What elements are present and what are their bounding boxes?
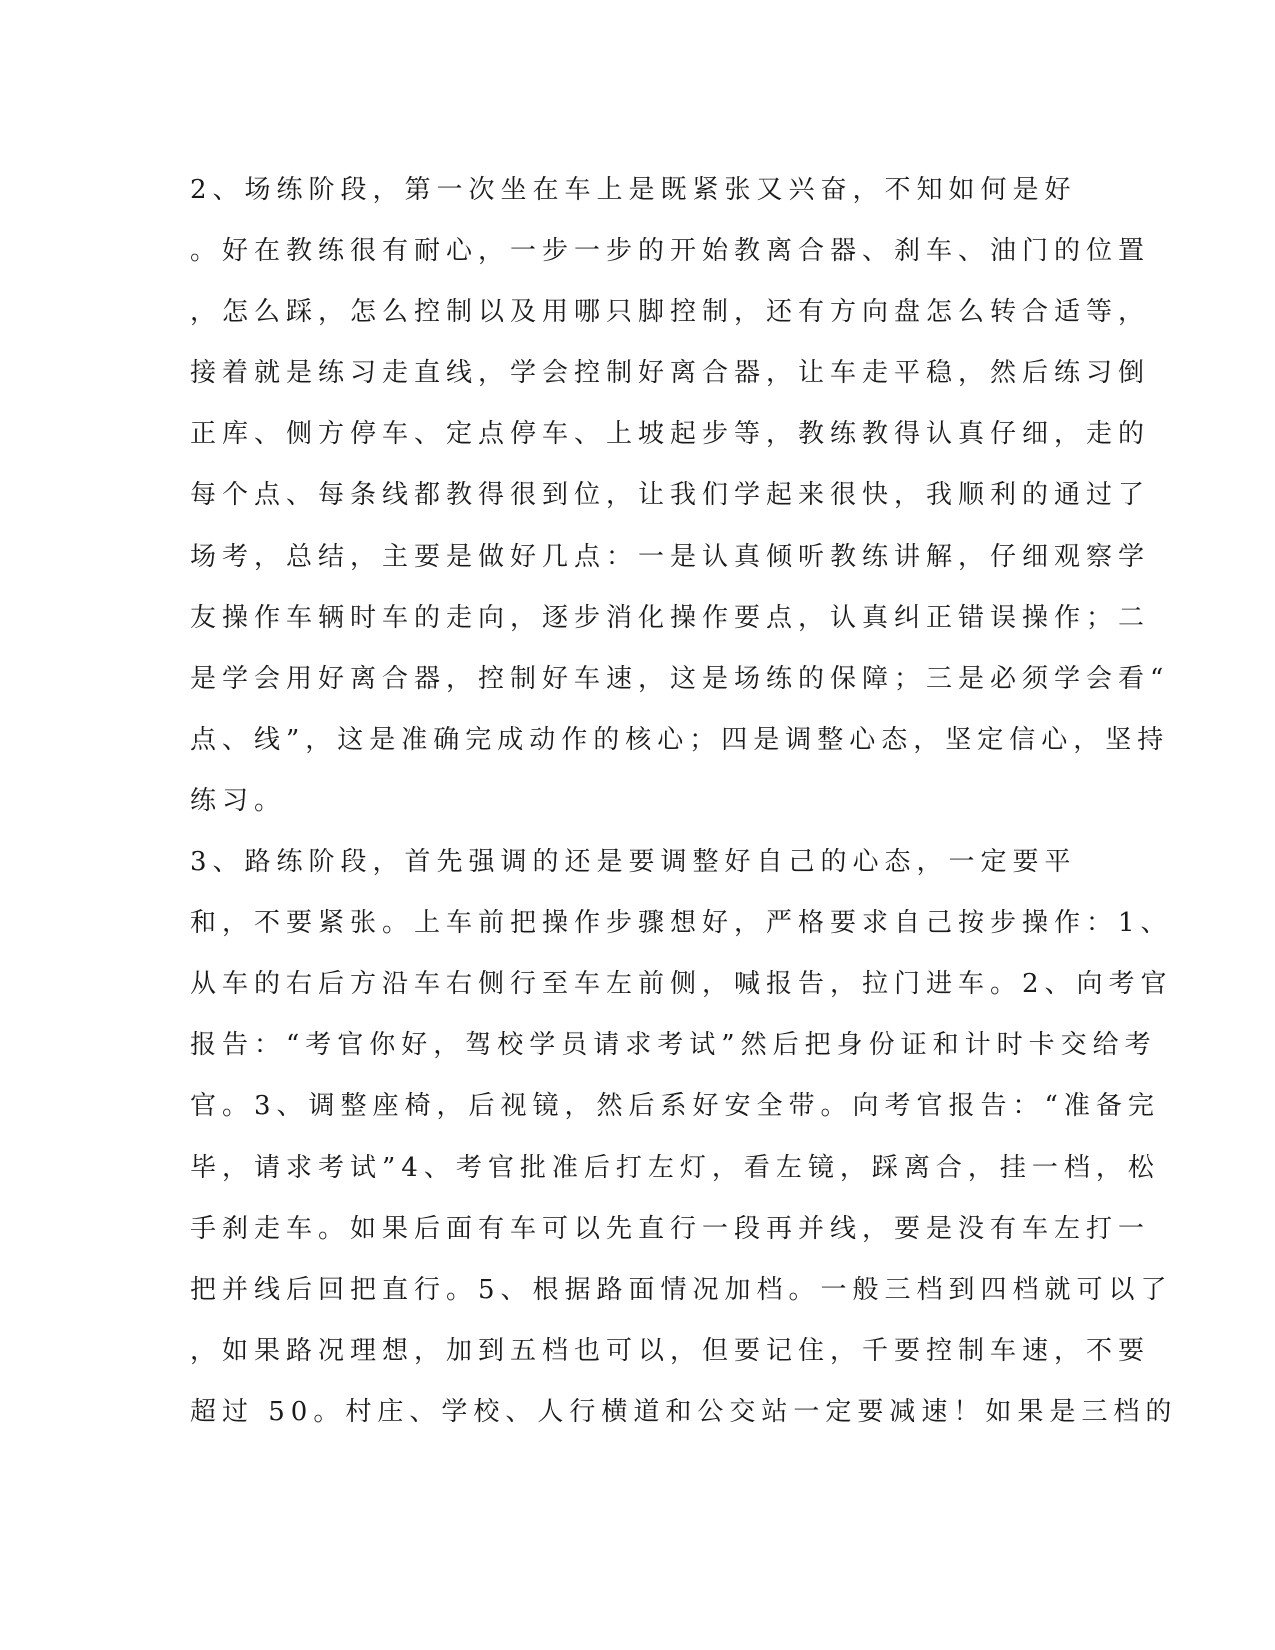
- text-line: 练习。: [190, 785, 287, 816]
- text-line: 超过 50。村庄、学校、人行横道和公交站一定要减速！如果是三档的: [190, 1396, 1178, 1427]
- text-line: 和，不要紧张。上车前把操作步骤想好，严格要求自己按步操作：1、: [190, 908, 1173, 939]
- text-line: 2、场练阶段，第一次坐在车上是既紧张又兴奋，不知如何是好: [190, 175, 1077, 205]
- text-line: 是学会用好离合器，控制好车速，这是场练的保障；三是必须学会看“: [190, 663, 1170, 694]
- text-line: 从车的右后方沿车右侧行至车左前侧，喊报告，拉门进车。2、向考官: [190, 969, 1173, 1000]
- text-line: 每个点、每条线都教得很到位，让我们学起来很快，我顺利的通过了: [190, 480, 1151, 511]
- text-line: 。好在教练很有耐心，一步一步的开始教离合器、刹车、油门的位置: [190, 236, 1151, 267]
- text-line: ，怎么踩，怎么控制以及用哪只脚控制，还有方向盘怎么转合适等，: [190, 297, 1151, 328]
- text-line: 毕，请求考试”4、考官批准后打左灯，看左镜，踩离合，挂一档，松: [190, 1152, 1160, 1183]
- text-line: 3、路练阶段，首先强调的还是要调整好自己的心态，一定要平: [190, 847, 1077, 878]
- text-line: 官。3、调整座椅，后视镜，然后系好安全带。向考官报告：“准备完: [190, 1091, 1160, 1122]
- text-line: 场考，总结，主要是做好几点：一是认真倾听教练讲解，仔细观察学: [190, 541, 1151, 572]
- text-line: ，如果路况理想，加到五档也可以，但要记住，千要控制车速，不要: [190, 1335, 1151, 1366]
- text-line: 把并线后回把直行。5、根据路面情况加档。一般三档到四档就可以了: [190, 1274, 1173, 1305]
- text-line: 正库、侧方停车、定点停车、上坡起步等，教练教得认真仔细，走的: [190, 419, 1151, 450]
- text-line: 友操作车辆时车的走向，逐步消化操作要点，认真纠正错误操作；二: [190, 602, 1151, 633]
- body-text: [190, 160, 1178, 1443]
- text-line: 点、线”，这是准确完成动作的核心；四是调整心态，坚定信心，坚持: [190, 724, 1170, 755]
- text-line: 手刹走车。如果后面有车可以先直行一段再并线，要是没有车左打一: [190, 1213, 1151, 1244]
- text-line: 接着就是练习走直线，学会控制好离合器，让车走平稳，然后练习倒: [190, 358, 1151, 389]
- text-line: 报告：“考官你好，驾校学员请求考试”然后把身份证和计时卡交给考: [190, 1030, 1157, 1061]
